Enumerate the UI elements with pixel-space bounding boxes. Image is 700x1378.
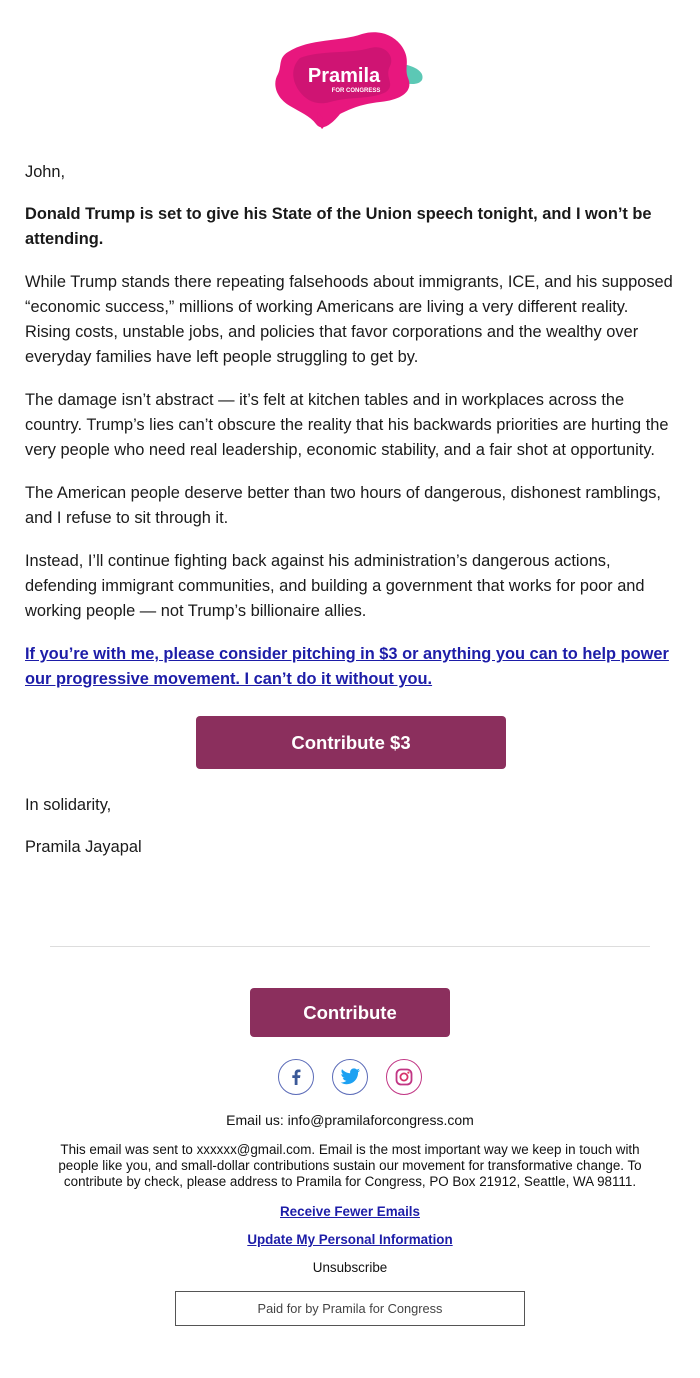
twitter-icon[interactable] <box>332 1059 368 1095</box>
email-contact: Email us: info@pramilaforcongress.com <box>226 1112 474 1128</box>
disclaimer: This email was sent to xxxxxx@gmail.com. Email is the most important way we keep in touch with people like you, and small-dollar contributions sustain our movement for transformative change. To contribute by check, please address to Pramila for Congress, PO Box 21912, Seattle, WA 98111. <box>58 1142 642 1189</box>
signoff <box>25 793 677 860</box>
contribute-button[interactable]: Contribute <box>250 988 450 1037</box>
closing: In solidarity, <box>25 796 112 814</box>
footer <box>0 988 700 1326</box>
divider <box>50 946 650 947</box>
paragraph-2: The damage isn’t abstract — it’s felt at kitchen tables and in workplaces across the country. Trump’s lies can’t obscure the reality that his backwards priorities are hurting the very people who need real leadership, economic stability, and a fair shot at opportunity. <box>25 391 669 459</box>
donation-ask-link[interactable]: If you’re with me, please consider pitching in $3 or anything you can to help power our progressive movement. I can’t do it without you. <box>25 645 669 688</box>
header <box>0 0 700 140</box>
paragraph-4: Instead, I’ll continue fighting back against his administration’s dangerous actions, defending immigrant communities, and building a government that works for poor and working people — not Trump’s billionaire allies. <box>25 552 645 620</box>
lead-paragraph: Donald Trump is set to give his State of the Union speech tonight, and I won’t be attending. <box>25 205 652 248</box>
signature: Pramila Jayapal <box>25 838 142 856</box>
receive-fewer-emails-link[interactable]: Receive Fewer Emails <box>280 1204 420 1219</box>
pramila-logo[interactable] <box>270 28 430 132</box>
logo-tagline: FOR CONGRESS <box>331 88 381 94</box>
paid-for-box: Paid for by Pramila for Congress <box>175 1291 525 1326</box>
facebook-icon[interactable] <box>278 1059 314 1095</box>
contribute-3-button[interactable]: Contribute $3 <box>196 716 506 769</box>
instagram-icon[interactable] <box>386 1059 422 1095</box>
update-info-link[interactable]: Update My Personal Information <box>247 1232 453 1247</box>
paragraph-3: The American people deserve better than two hours of dangerous, dishonest ramblings, and I refuse to sit through it. <box>25 484 661 527</box>
social-links <box>0 1059 700 1097</box>
unsubscribe-link[interactable]: Unsubscribe <box>312 1260 388 1275</box>
greeting: John, <box>25 163 66 181</box>
logo-wordmark: Pramila <box>307 65 381 87</box>
paragraph-1: While Trump stands there repeating falsehoods about immigrants, ICE, and his supposed “economic success,” millions of working Americans are living a very different reality. Rising costs, unstable jobs, and policies that favor corporations and the wealthy over everyday families have left people struggling to get by. <box>25 273 673 366</box>
email-body <box>25 160 677 877</box>
